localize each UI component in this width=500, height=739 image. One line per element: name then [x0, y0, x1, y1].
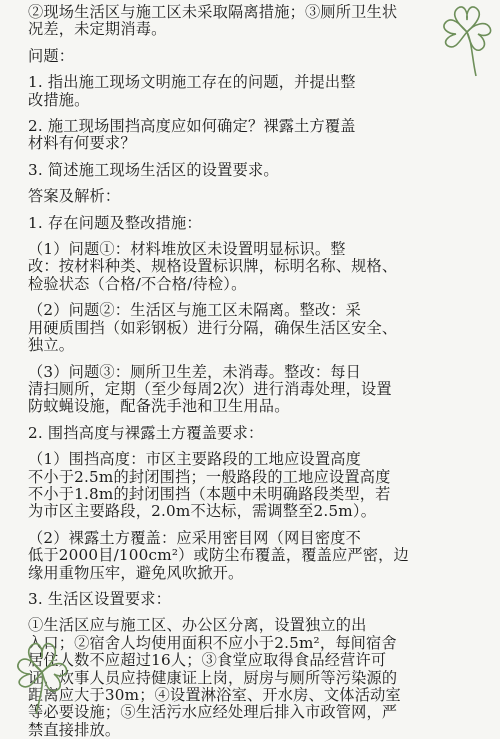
section-heading-answers: 答案及解析：	[28, 188, 121, 206]
text-line: 不小于1.8m的封闭围挡（本题中未明确路段类型，若	[28, 485, 391, 503]
text-line: ①生活区应与施工区、办公区分离，设置独立的出	[28, 617, 367, 635]
text-line: 3. 生活区设置要求：	[28, 590, 172, 608]
text-line: 2. 围挡高度与裸露土方覆盖要求：	[28, 424, 264, 442]
text-line: 不小于2.5m的封闭围挡；一般路段的工地应设置高度	[28, 468, 391, 486]
text-line: （2）裸露土方覆盖：应采用密目网（网目密度不	[28, 529, 362, 547]
text-line: （1）围挡高度：市区主要路段的工地应设置高度	[28, 451, 362, 469]
text-line: 改措施。	[28, 91, 90, 109]
text-line: 3. 简述施工现场生活区的设置要求。	[28, 161, 279, 179]
text-line: 禁直接排放。	[28, 721, 121, 739]
text-line: （3）问题③：厕所卫生差，未消毒。整改：每日	[28, 363, 362, 381]
text-line: 1. 存在问题及整改措施：	[28, 214, 202, 232]
text-line: 清扫厕所，定期（至少每周2次）进行消毒处理，设置	[28, 380, 392, 398]
text-line: 2. 施工现场围挡高度应如何确定？裸露土方覆盖	[28, 118, 356, 136]
text-line: 低于2000目/100cm²）或防尘布覆盖，覆盖应严密，边	[28, 547, 409, 565]
text-line: 独立。	[28, 337, 75, 355]
text-line: 防蚊蝇设施，配备洗手池和卫生用品。	[28, 398, 290, 416]
text-line: 材料有何要求？	[28, 135, 136, 153]
text-line: 居住人数不应超过16人；③食堂应取得食品经营许可	[28, 652, 387, 670]
text-line: 入口；②宿舍人均使用面积不应小于2.5m²，每间宿舍	[28, 634, 397, 652]
text-line: ②现场生活区与施工区未采取隔离措施；③厕所卫生状	[28, 4, 398, 21]
text-line: 用硬质围挡（如彩钢板）进行分隔，确保生活区安全、	[28, 319, 398, 337]
text-line: 为市区主要路段，2.0m不达标，需调整至2.5m）。	[28, 503, 377, 521]
text-line: 检验状态（合格/不合格/待检）。	[28, 275, 247, 293]
text-line: 距离应大于30m；④设置淋浴室、开水房、文体活动室	[28, 687, 401, 704]
text-line: （2）问题②：生活区与施工区未隔离。整改：采	[28, 302, 362, 320]
text-line: 改：按材料种类、规格设置标识牌，标明名称、规格、	[28, 258, 398, 276]
text-line: 1. 指出施工现场文明施工存在的问题，并提出整	[28, 74, 356, 92]
text-line: （1）问题①：材料堆放区未设置明显标识。整	[28, 241, 346, 259]
text-line: 证，炊事人员应持健康证上岗，厨房与厕所等污染源的	[28, 669, 398, 687]
text-line: 缘用重物压牢，避免风吹掀开。	[28, 564, 244, 582]
text-line: 况差，未定期消毒。	[28, 21, 167, 39]
section-heading-questions: 问题：	[28, 47, 75, 65]
text-line: 等必要设施；⑤生活污水应经处理后排入市政管网，严	[28, 704, 398, 722]
